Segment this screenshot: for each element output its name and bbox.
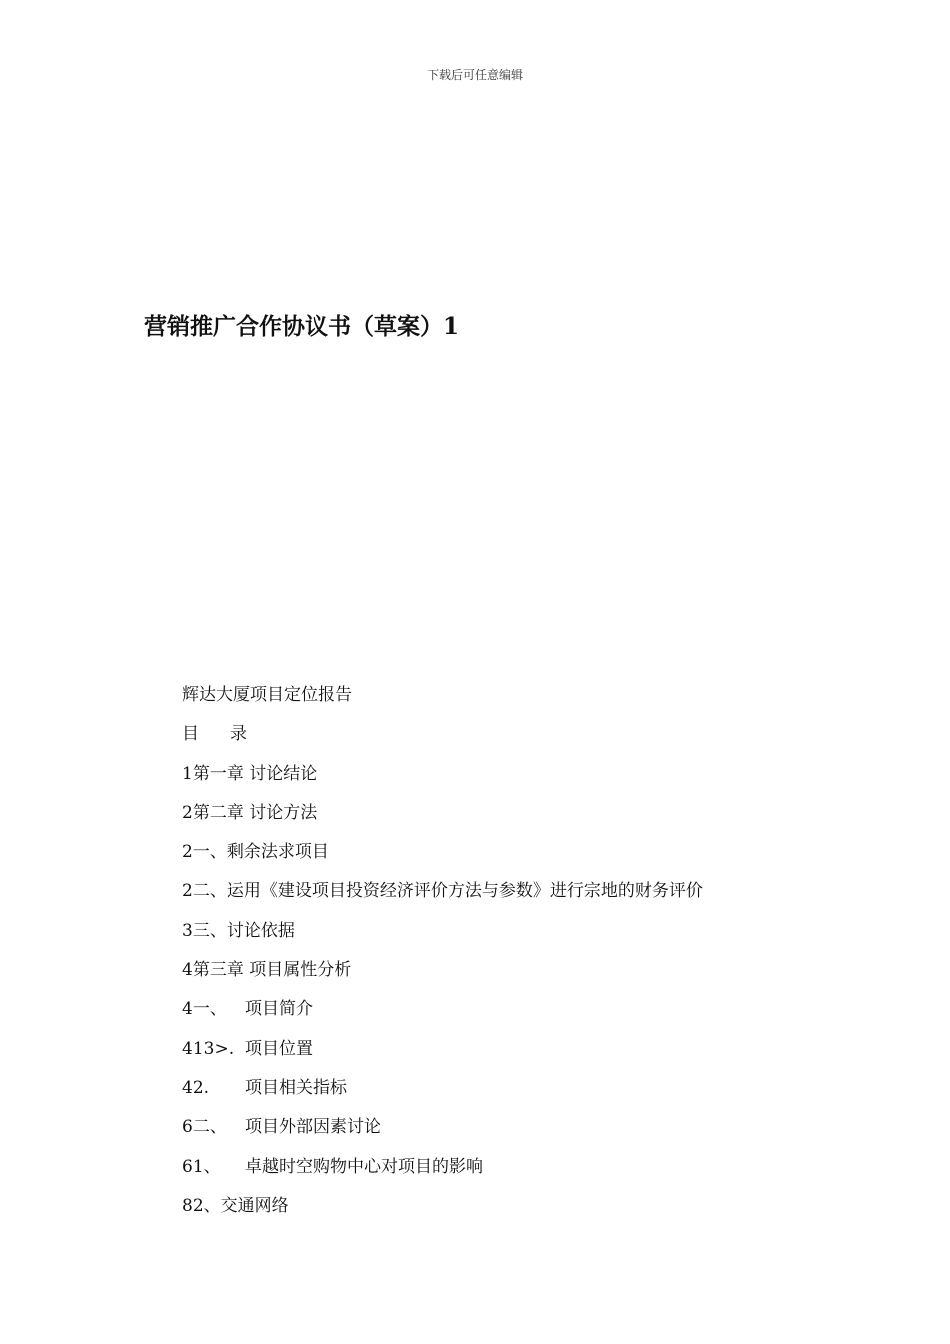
toc-heading	[182, 718, 882, 757]
toc-entry	[182, 1033, 882, 1072]
toc-entry	[182, 758, 882, 797]
toc-entry-number: 3	[182, 920, 193, 941]
toc-entry	[182, 993, 882, 1032]
header-note: 下载后可任意编辑	[426, 68, 523, 82]
toc-heading-left: 目	[182, 724, 199, 745]
toc-entry-number: 42.	[182, 1077, 210, 1098]
toc-entries	[182, 758, 882, 1230]
toc-entry	[182, 836, 882, 875]
toc-entry-text: 项目外部因素讨论	[245, 1117, 381, 1138]
toc-entry-number: 2	[182, 881, 193, 902]
toc-entry	[182, 875, 882, 914]
toc-entry-text: 、交通网络	[203, 1195, 289, 1216]
toc-entry-number: 2	[182, 802, 193, 823]
toc-entry-text: 项目简介	[245, 999, 313, 1020]
toc-entry-number: 82	[182, 1195, 204, 1216]
toc-entry-number: 1	[182, 763, 193, 784]
toc-entry	[182, 1151, 882, 1190]
toc-entry-number: 4	[182, 960, 193, 981]
toc-entry-text: 卓越时空购物中心对项目的影响	[245, 1156, 483, 1177]
toc-entry-text: 项目位置	[245, 1038, 313, 1059]
report-title: 辉达大厦项目定位报告	[182, 685, 352, 705]
toc-entry-number: 2	[182, 842, 193, 863]
toc-entry-text: 一、剩余法求项目	[192, 842, 329, 863]
toc-entry-number: 4一、	[182, 999, 227, 1020]
toc-entry-text: 项目相关指标	[245, 1077, 347, 1098]
toc-entry	[182, 915, 882, 954]
document-title: 营销推广合作协议书（草案）1	[144, 313, 460, 340]
toc-entry-text: 第二章 讨论方法	[192, 802, 318, 823]
toc-entry	[182, 1190, 882, 1229]
toc-entry-number: 413>.	[182, 1038, 235, 1059]
toc-heading-right: 录	[230, 724, 247, 745]
toc-entry	[182, 954, 882, 993]
table-of-contents	[182, 679, 882, 1229]
toc-entry-number: 61、	[182, 1156, 221, 1177]
toc-entry	[182, 1072, 882, 1111]
toc-entry-text: 三、讨论依据	[192, 920, 295, 941]
toc-entry	[182, 1111, 882, 1150]
toc-entry-text: 第三章 项目属性分析	[192, 960, 352, 981]
toc-entry	[182, 797, 882, 836]
toc-entry-text: 二、运用《建设项目投资经济评价方法与参数》进行宗地的财务评价	[192, 881, 703, 902]
toc-entry-number: 6二、	[182, 1117, 227, 1138]
toc-entry-text: 第一章 讨论结论	[192, 763, 318, 784]
